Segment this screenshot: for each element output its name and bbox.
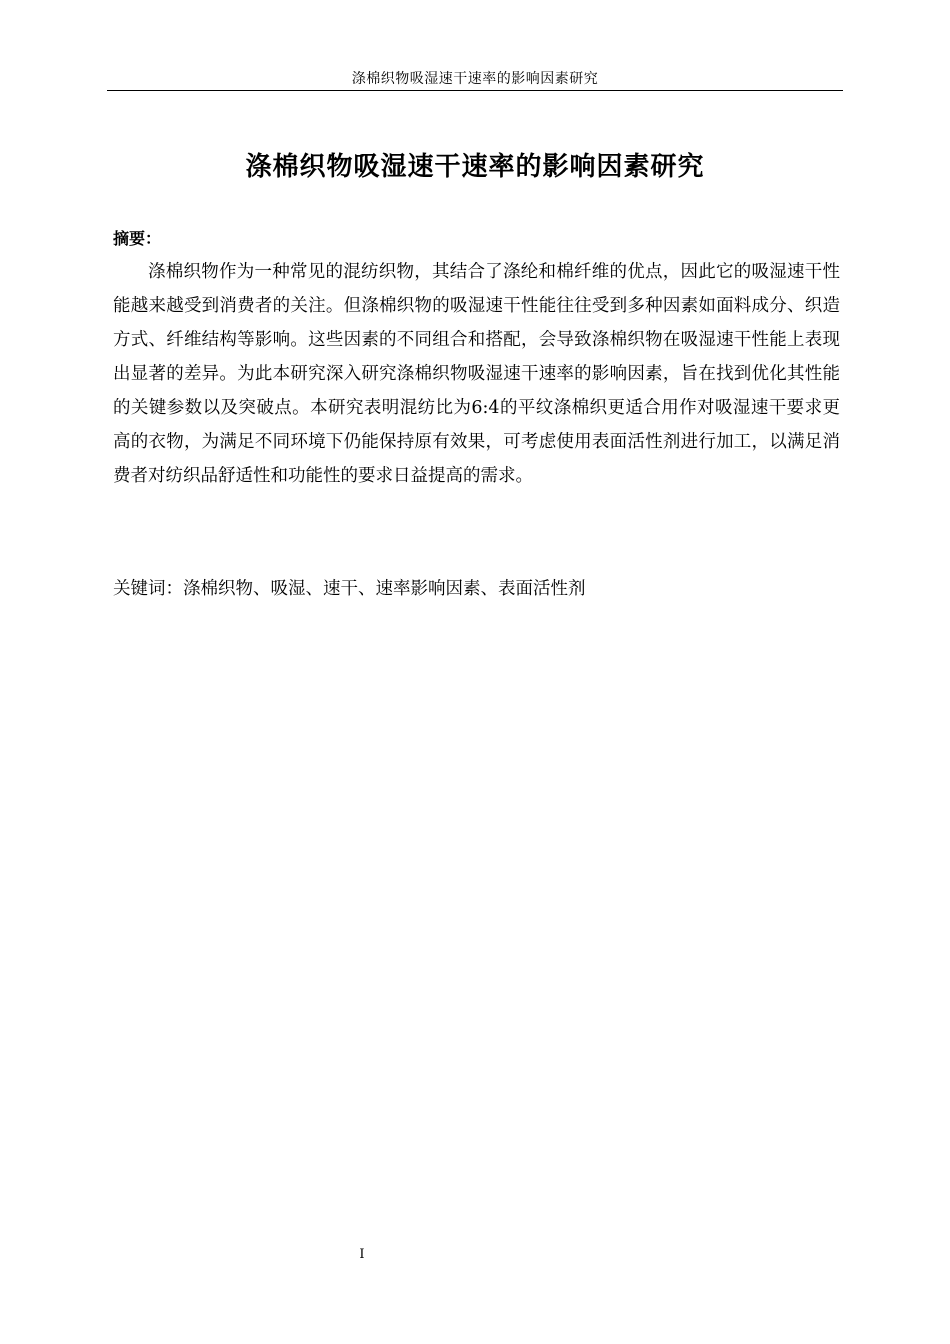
page-number: I (359, 1247, 365, 1262)
running-header: 涤棉织物吸湿速干速率的影响因素研究 (351, 71, 599, 87)
abstract-body: 涤棉织物作为一种常见的混纺织物，其结合了涤纶和棉纤维的优点，因此它的吸湿速干性能越来越受到消费者的关注。但涤棉织物的吸湿速干性能往往受到多种因素如面料成分、织造方式、纤维结构等影响。这些因素的不同组合和搭配，会导致涤棉织物在吸湿速干性能上表现出显著的差异。为此本研究深入研究涤棉织物吸湿速干速率的影响因素，旨在找到优化其性能的关键参数以及突破点。本研究表明混纺比为6:4的平纹涤棉织更适合用作对吸湿速干要求更高的衣物，为满足不同环境下仍能保持原有效果，可考虑使用表面活性剂进行加工，以满足消费者对纺织品舒适性和功能性的要求日益提高的需求。 (113, 262, 840, 486)
abstract-heading: 摘要： (113, 229, 162, 248)
keywords-line: 关键词：涤棉织物、吸湿、速干、速率影响因素、表面活性剂 (113, 579, 586, 599)
header-rule (107, 90, 843, 91)
document-title: 涤棉织物吸湿速干速率的影响因素研究 (245, 152, 705, 182)
